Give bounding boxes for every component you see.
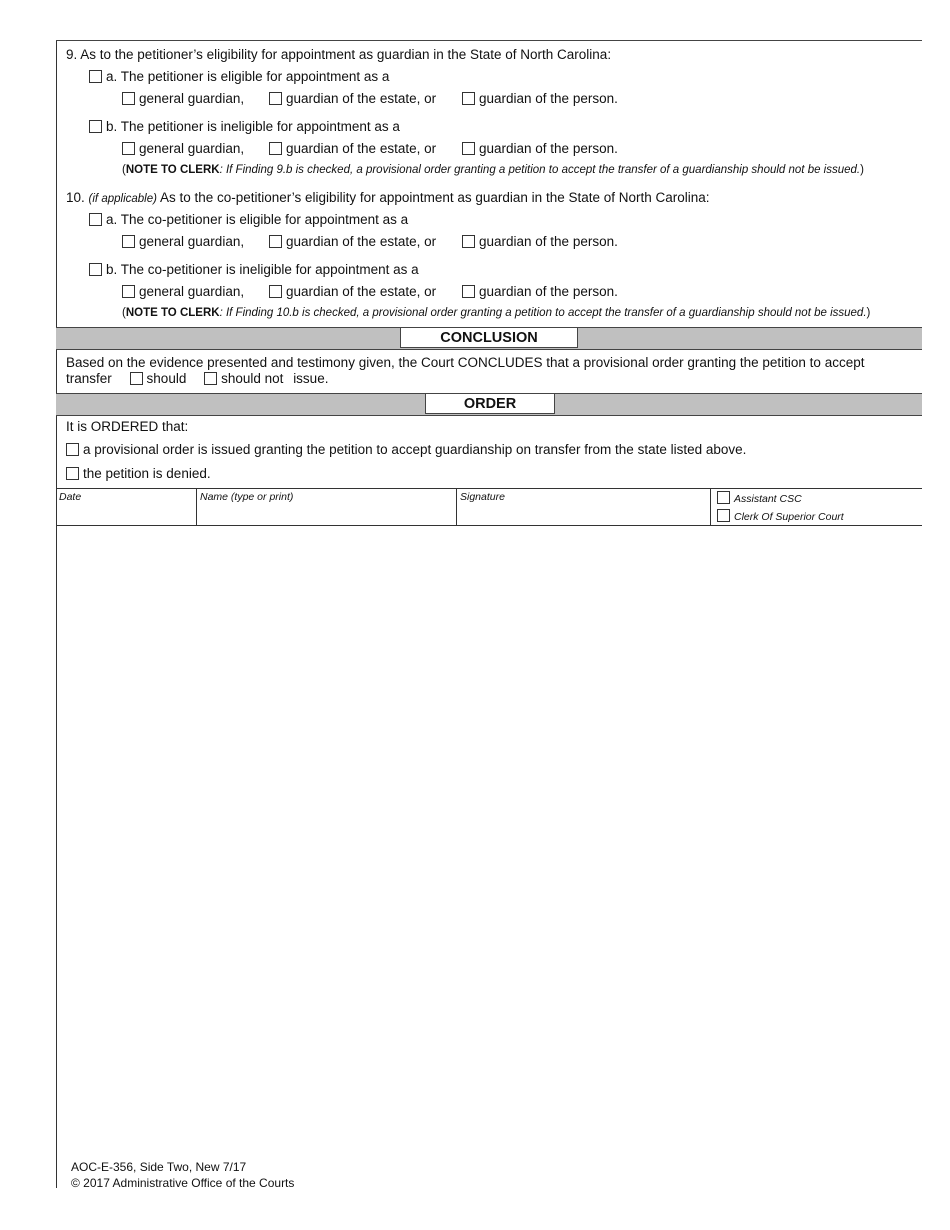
clerk-label: Clerk Of Superior Court bbox=[734, 511, 844, 523]
conclusion-text: Based on the evidence presented and testimony given, the Court CONCLUDES that a provisional order granting the petition to accept bbox=[66, 355, 865, 370]
order-band bbox=[56, 393, 922, 416]
item10a-estate-checkbox[interactable] bbox=[269, 235, 282, 248]
should-label: should bbox=[146, 371, 187, 386]
signature-label: Signature bbox=[460, 491, 505, 503]
item9b-general-option bbox=[122, 141, 244, 156]
item10-note: (NOTE TO CLERK: If Finding 10.b is checked, a provisional order granting a petition to accept the transfer of a guardianship should not be issued.) bbox=[122, 307, 871, 319]
item9b-row bbox=[89, 119, 400, 134]
assistant-csc-label: Assistant CSC bbox=[734, 493, 802, 505]
item9a-person-option bbox=[462, 91, 618, 106]
option-person-label: guardian of the person. bbox=[479, 141, 618, 156]
option-person-label: guardian of the person. bbox=[479, 284, 618, 299]
issue-label: issue. bbox=[293, 371, 329, 386]
form-number: AOC-E-356, Side Two, New 7/17 bbox=[71, 1160, 247, 1174]
item9a-estate-option bbox=[269, 91, 436, 106]
order-deny-label: the petition is denied. bbox=[83, 466, 211, 481]
item10a-estate-option bbox=[269, 234, 436, 249]
item10b-person-option bbox=[462, 284, 618, 299]
item10-applicable: (if applicable) bbox=[88, 193, 157, 205]
date-field[interactable] bbox=[56, 489, 197, 525]
item9b-person-option bbox=[462, 141, 618, 156]
assistant-csc-checkbox[interactable] bbox=[717, 491, 730, 504]
item9b-checkbox[interactable] bbox=[89, 120, 102, 133]
order-grant-label: a provisional order is issued granting the petition to accept guardianship on transfer from the state listed above. bbox=[83, 442, 747, 457]
order-option-2 bbox=[66, 466, 211, 481]
item10a-checkbox[interactable] bbox=[89, 213, 102, 226]
item10b-label: b. The co-petitioner is ineligible for appointment as a bbox=[106, 262, 419, 277]
item10b-general-option bbox=[122, 284, 244, 299]
option-estate-label: guardian of the estate, or bbox=[286, 141, 437, 156]
item10a-label: a. The co-petitioner is eligible for appointment as a bbox=[106, 212, 409, 227]
date-label: Date bbox=[59, 491, 82, 503]
order-intro: It is ORDERED that: bbox=[66, 419, 189, 434]
should-not-label: should not bbox=[221, 371, 284, 386]
item9a-estate-checkbox[interactable] bbox=[269, 92, 282, 105]
item9a-options bbox=[122, 91, 244, 106]
item10b-person-checkbox[interactable] bbox=[462, 285, 475, 298]
item9a-checkbox[interactable] bbox=[89, 70, 102, 83]
option-general-label: general guardian, bbox=[139, 234, 245, 249]
item9a-row bbox=[89, 69, 389, 84]
item10-heading-row bbox=[66, 190, 710, 205]
option-general-label: general guardian, bbox=[139, 141, 245, 156]
conclusion-band bbox=[56, 327, 922, 350]
item9b-label: b. The petitioner is ineligible for appointment as a bbox=[106, 119, 400, 134]
order-deny-checkbox[interactable] bbox=[66, 467, 79, 480]
note-bold: NOTE TO CLERK bbox=[125, 164, 220, 176]
item10b-estate-option bbox=[269, 284, 436, 299]
option-estate-label: guardian of the estate, or bbox=[286, 234, 437, 249]
order-option-1 bbox=[66, 442, 746, 457]
item10a-person-option bbox=[462, 234, 618, 249]
copyright: © 2017 Administrative Office of the Courts bbox=[71, 1176, 295, 1190]
conclusion-choice-row bbox=[66, 371, 328, 386]
should-checkbox[interactable] bbox=[130, 372, 143, 385]
assistant-csc-option bbox=[717, 491, 802, 505]
conclusion-title: CONCLUSION bbox=[400, 327, 578, 348]
item9b-estate-option bbox=[269, 141, 436, 156]
note-text: : If Finding 10.b is checked, a provisional order granting a petition to accept the transfer of a guardianship should not be issued. bbox=[219, 307, 867, 319]
item10a-general-checkbox[interactable] bbox=[122, 235, 135, 248]
should-not-checkbox[interactable] bbox=[204, 372, 217, 385]
item10b-row bbox=[89, 262, 419, 277]
item9a-label: a. The petitioner is eligible for appointment as a bbox=[106, 69, 390, 84]
signature-row bbox=[56, 488, 922, 526]
option-general-label: general guardian, bbox=[139, 91, 245, 106]
note-text: : If Finding 9.b is checked, a provisional order granting a petition to accept the transfer of a guardianship should not be issued. bbox=[219, 164, 861, 176]
transfer-label: transfer bbox=[66, 371, 112, 386]
item10a-general-option bbox=[122, 234, 244, 249]
item9-heading: 9. As to the petitioner’s eligibility for appointment as guardian in the State of North Carolina: bbox=[66, 47, 612, 62]
name-field[interactable] bbox=[197, 489, 457, 525]
item10b-general-checkbox[interactable] bbox=[122, 285, 135, 298]
item9a-person-checkbox[interactable] bbox=[462, 92, 475, 105]
order-title: ORDER bbox=[425, 393, 555, 414]
option-estate-label: guardian of the estate, or bbox=[286, 91, 437, 106]
top-border bbox=[56, 40, 922, 41]
signature-field[interactable] bbox=[457, 489, 711, 525]
item9b-general-checkbox[interactable] bbox=[122, 142, 135, 155]
item10a-row bbox=[89, 212, 408, 227]
order-grant-checkbox[interactable] bbox=[66, 443, 79, 456]
item9-note: (NOTE TO CLERK: If Finding 9.b is checked, a provisional order granting a petition to accept the transfer of a guardianship should not be issued.) bbox=[122, 164, 864, 176]
item10a-person-checkbox[interactable] bbox=[462, 235, 475, 248]
item9b-estate-checkbox[interactable] bbox=[269, 142, 282, 155]
note-bold: NOTE TO CLERK bbox=[125, 307, 220, 319]
name-label: Name (type or print) bbox=[200, 491, 294, 503]
item10-heading: As to the co-petitioner’s eligibility for appointment as guardian in the State of North Carolina: bbox=[159, 190, 710, 205]
option-general-label: general guardian, bbox=[139, 284, 245, 299]
item9b-person-checkbox[interactable] bbox=[462, 142, 475, 155]
item10b-checkbox[interactable] bbox=[89, 263, 102, 276]
item9a-general-checkbox[interactable] bbox=[122, 92, 135, 105]
left-border bbox=[56, 40, 57, 1188]
option-person-label: guardian of the person. bbox=[479, 91, 618, 106]
option-estate-label: guardian of the estate, or bbox=[286, 284, 437, 299]
option-person-label: guardian of the person. bbox=[479, 234, 618, 249]
clerk-option bbox=[717, 509, 844, 523]
item10b-estate-checkbox[interactable] bbox=[269, 285, 282, 298]
item10-number: 10. bbox=[66, 190, 85, 205]
clerk-checkbox[interactable] bbox=[717, 509, 730, 522]
